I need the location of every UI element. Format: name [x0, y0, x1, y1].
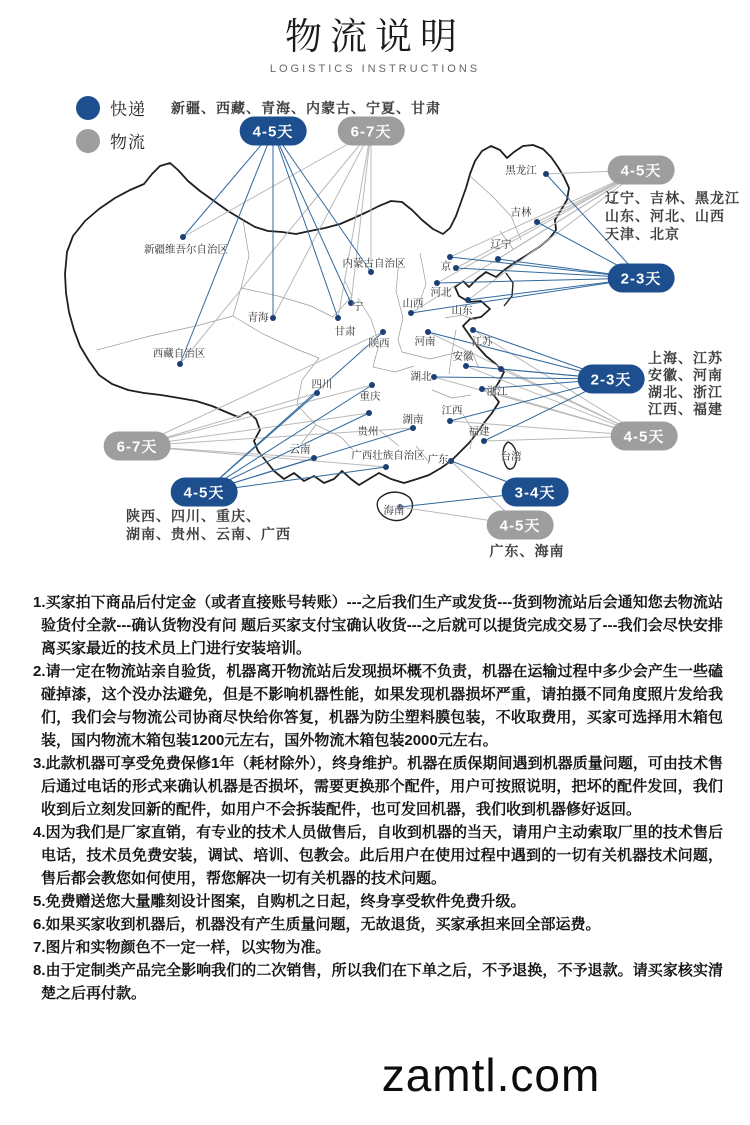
term-item-7: 7.图片和实物颜色不一定一样，以实物为准。 [33, 939, 331, 956]
delivery-badge-b67-top: 6-7天 [338, 117, 405, 146]
region-text-line: 辽宁、吉林、黑龙江 [605, 190, 740, 206]
province-dot [366, 410, 372, 416]
region-text-line: 广东、海南 [489, 543, 565, 559]
delivery-badge-b45-top: 4-5天 [240, 117, 307, 146]
province-dot [410, 425, 416, 431]
province-dot [479, 386, 485, 392]
legend-logistics [76, 128, 146, 153]
region-text-line: 湖北、浙江 [648, 384, 723, 400]
province-dot [431, 374, 437, 380]
route-line [546, 174, 641, 278]
province-dot [397, 504, 403, 510]
region-text-line: 新疆、西藏、青海、内蒙古、宁夏、甘肃 [171, 100, 441, 116]
route-line [428, 332, 611, 379]
delivery-badge-b23-e: 2-3天 [578, 365, 645, 394]
province-dot [498, 366, 504, 372]
province-label: 山西 [402, 297, 424, 310]
route-line [473, 330, 611, 379]
province-label: 台湾 [500, 450, 522, 463]
route-line [137, 446, 386, 467]
province-label: 西藏自治区 [152, 347, 206, 360]
route-line [537, 222, 641, 278]
province-dot [348, 300, 354, 306]
province-label: 海南 [383, 504, 405, 517]
route-line [450, 170, 641, 257]
region-text-line: 山东、河北、山西 [605, 208, 725, 224]
province-dot [380, 329, 386, 335]
route-line [180, 131, 273, 364]
province-dot [425, 329, 431, 335]
route-line [466, 366, 644, 436]
province-dot [434, 280, 440, 286]
province-label: 江西 [441, 404, 463, 417]
route-line [273, 131, 351, 303]
term-item-4: 4.因为我们是厂家直销，有专业的技术人员做售后，自收到机器的当天，请用户主动索取厂里的技术售后电话，技术员免费安装，调试、培训、包教会。此后用户在使用过程中遇到的一切有关机器技术问题，售后都会教您如何使用，帮您解决一切有关机器的技术问题。 [33, 824, 723, 887]
route-line [451, 461, 520, 525]
province-dot [180, 234, 186, 240]
route-line [411, 170, 641, 313]
province-label: 辽宁 [490, 238, 512, 251]
province-dot [335, 315, 341, 321]
route-line [273, 131, 371, 272]
route-line [137, 385, 372, 446]
route-line [451, 461, 535, 492]
province-dot [311, 455, 317, 461]
province-dot [177, 361, 183, 367]
province-label: 安徽 [452, 350, 474, 363]
region-text-line: 江西、福建 [648, 401, 723, 417]
route-line [204, 467, 386, 492]
map-legend [76, 95, 146, 161]
legend-express-label: 快递 [110, 100, 146, 119]
province-dot [448, 458, 454, 464]
province-label: 甘肃 [334, 325, 356, 338]
legend-logistics-label: 物流 [110, 133, 146, 152]
province-dot [543, 171, 549, 177]
province-dot [495, 256, 501, 262]
route-line [273, 131, 338, 318]
province-label: 广东 [427, 453, 449, 466]
province-label: 黑龙江 [505, 164, 537, 177]
region-text-line: 湖南、贵州、云南、广西 [126, 526, 291, 542]
route-line [450, 257, 641, 278]
province-dot [534, 219, 540, 225]
region-text-line: 陕西、四川、重庆、 [126, 508, 261, 524]
footer-domain: zamtl.com [381, 1049, 601, 1101]
route-line [351, 131, 371, 303]
region-text-line: 安徽、河南 [648, 367, 723, 383]
route-line [400, 507, 520, 525]
province-label: 四川 [311, 378, 333, 391]
term-item-2: 2.请一定在物流站亲自验货，机器离开物流站后发现损坏概不负责，机器在运输过程中多少会产生一些磕碰掉漆，这个没办法避免，但是不影响机器性能，如果发现机器损坏严重，请拍摄不同角度照片发给我们，我们会与物流公司协商尽快给你答复，机器为防尘塑料膜包装，不收取费用，买家可选择用木箱包装，国内物流木箱包装1200元左右，国外物流木箱包装2000元左右。 [33, 663, 723, 749]
delivery-badge-b67-sw: 6-7天 [104, 432, 171, 461]
province-label: 云南 [289, 443, 311, 456]
province-dot [369, 382, 375, 388]
delivery-badge-b23-ne: 2-3天 [608, 264, 675, 293]
delivery-badge-b45-e: 4-5天 [611, 422, 678, 451]
route-line [466, 366, 611, 379]
province-dot [314, 390, 320, 396]
legend-express [76, 95, 146, 120]
page-title: 物流说明 [285, 16, 465, 57]
province-dot [270, 315, 276, 321]
express-dot-icon [76, 96, 100, 120]
delivery-badge-b34-s: 3-4天 [502, 478, 569, 507]
route-line [484, 436, 644, 441]
route-line [183, 131, 273, 237]
province-label: 重庆 [359, 390, 381, 403]
province-label: 陕西 [368, 337, 390, 350]
route-line [400, 492, 535, 507]
province-label: 江苏 [471, 335, 493, 348]
route-line [482, 389, 644, 436]
province-dot [453, 265, 459, 271]
province-label: 宁 [352, 300, 364, 313]
province-dot [463, 363, 469, 369]
page-subtitle: LOGISTICS INSTRUCTIONS [269, 63, 481, 75]
province-label: 浙江 [486, 385, 508, 398]
term-item-5: 5.免费赠送您大量雕刻设计图案，自购机之日起，终身享受软件免费升级。 [33, 893, 526, 910]
province-dot [447, 254, 453, 260]
province-dot [470, 327, 476, 333]
route-line [137, 428, 413, 446]
province-label: 青海 [247, 311, 269, 324]
region-text-line: 天津、北京 [605, 226, 680, 242]
route-line [456, 170, 641, 268]
province-label: 山东 [451, 304, 473, 317]
province-dot [447, 418, 453, 424]
terms-section [33, 591, 723, 1005]
province-label: 新疆维吾尔自治区 [144, 243, 228, 256]
delivery-badge-b45-sw: 4-5天 [171, 478, 238, 507]
province-label: 吉林 [510, 206, 532, 219]
province-label: 贵州 [357, 425, 379, 438]
route-line [437, 170, 641, 283]
province-dot [408, 310, 414, 316]
province-label: 湖北 [410, 370, 432, 383]
province-dot [465, 297, 471, 303]
province-dot [368, 269, 374, 275]
route-line [137, 393, 317, 446]
province-label: 河北 [430, 286, 452, 299]
delivery-badge-b45-s: 4-5天 [487, 511, 554, 540]
province-label: 河南 [414, 335, 436, 348]
province-label: 广西壮族自治区 [351, 449, 425, 462]
term-item-6: 6.如果买家收到机器后，机器没有产生质量问题，无故退货，买家承担来回全部运费。 [33, 916, 601, 933]
route-line [180, 131, 371, 364]
province-dot [481, 438, 487, 444]
logistics-dot-icon [76, 129, 100, 153]
term-item-3: 3.此款机器可享受免费保修1年（耗材除外），终身维护。机器在质保期间遇到机器质量问题，可由技术售后通过电话的形式来确认机器是否损坏，需要更换那个配件，用户可按照说明，把坏的配件发回，我们收到后立刻发回新的配件，如用户不会拆装配件，也可发回机器，我们收到机器修好返回。 [33, 755, 723, 818]
province-label: 内蒙古自治区 [342, 257, 406, 270]
term-item-1: 1.买家拍下商品后付定金（或者直接账号转账）---之后我们生产或发货---货到物流站后会通知您去物流站验货付全款---确认货物没有问 题后买家支付宝确认收货---之后就可以提货完成交易了---我们会尽快安排离买家最近的技术员上门进行安装培训。 [33, 594, 723, 657]
region-text-line: 上海、江苏 [648, 350, 723, 366]
province-dot [383, 464, 389, 470]
term-item-8: 8.由于定制类产品完全影响我们的二次销售，所以我们在下单之后，不予退换，不予退款。请买家核实清楚之后再付款。 [33, 962, 723, 1002]
province-label: 福建 [468, 425, 490, 438]
province-dots [177, 171, 549, 510]
delivery-badge-b45-ne: 4-5天 [608, 156, 675, 185]
province-label: 京 [440, 260, 452, 273]
route-line [338, 131, 371, 318]
province-label: 湖南 [402, 413, 424, 426]
